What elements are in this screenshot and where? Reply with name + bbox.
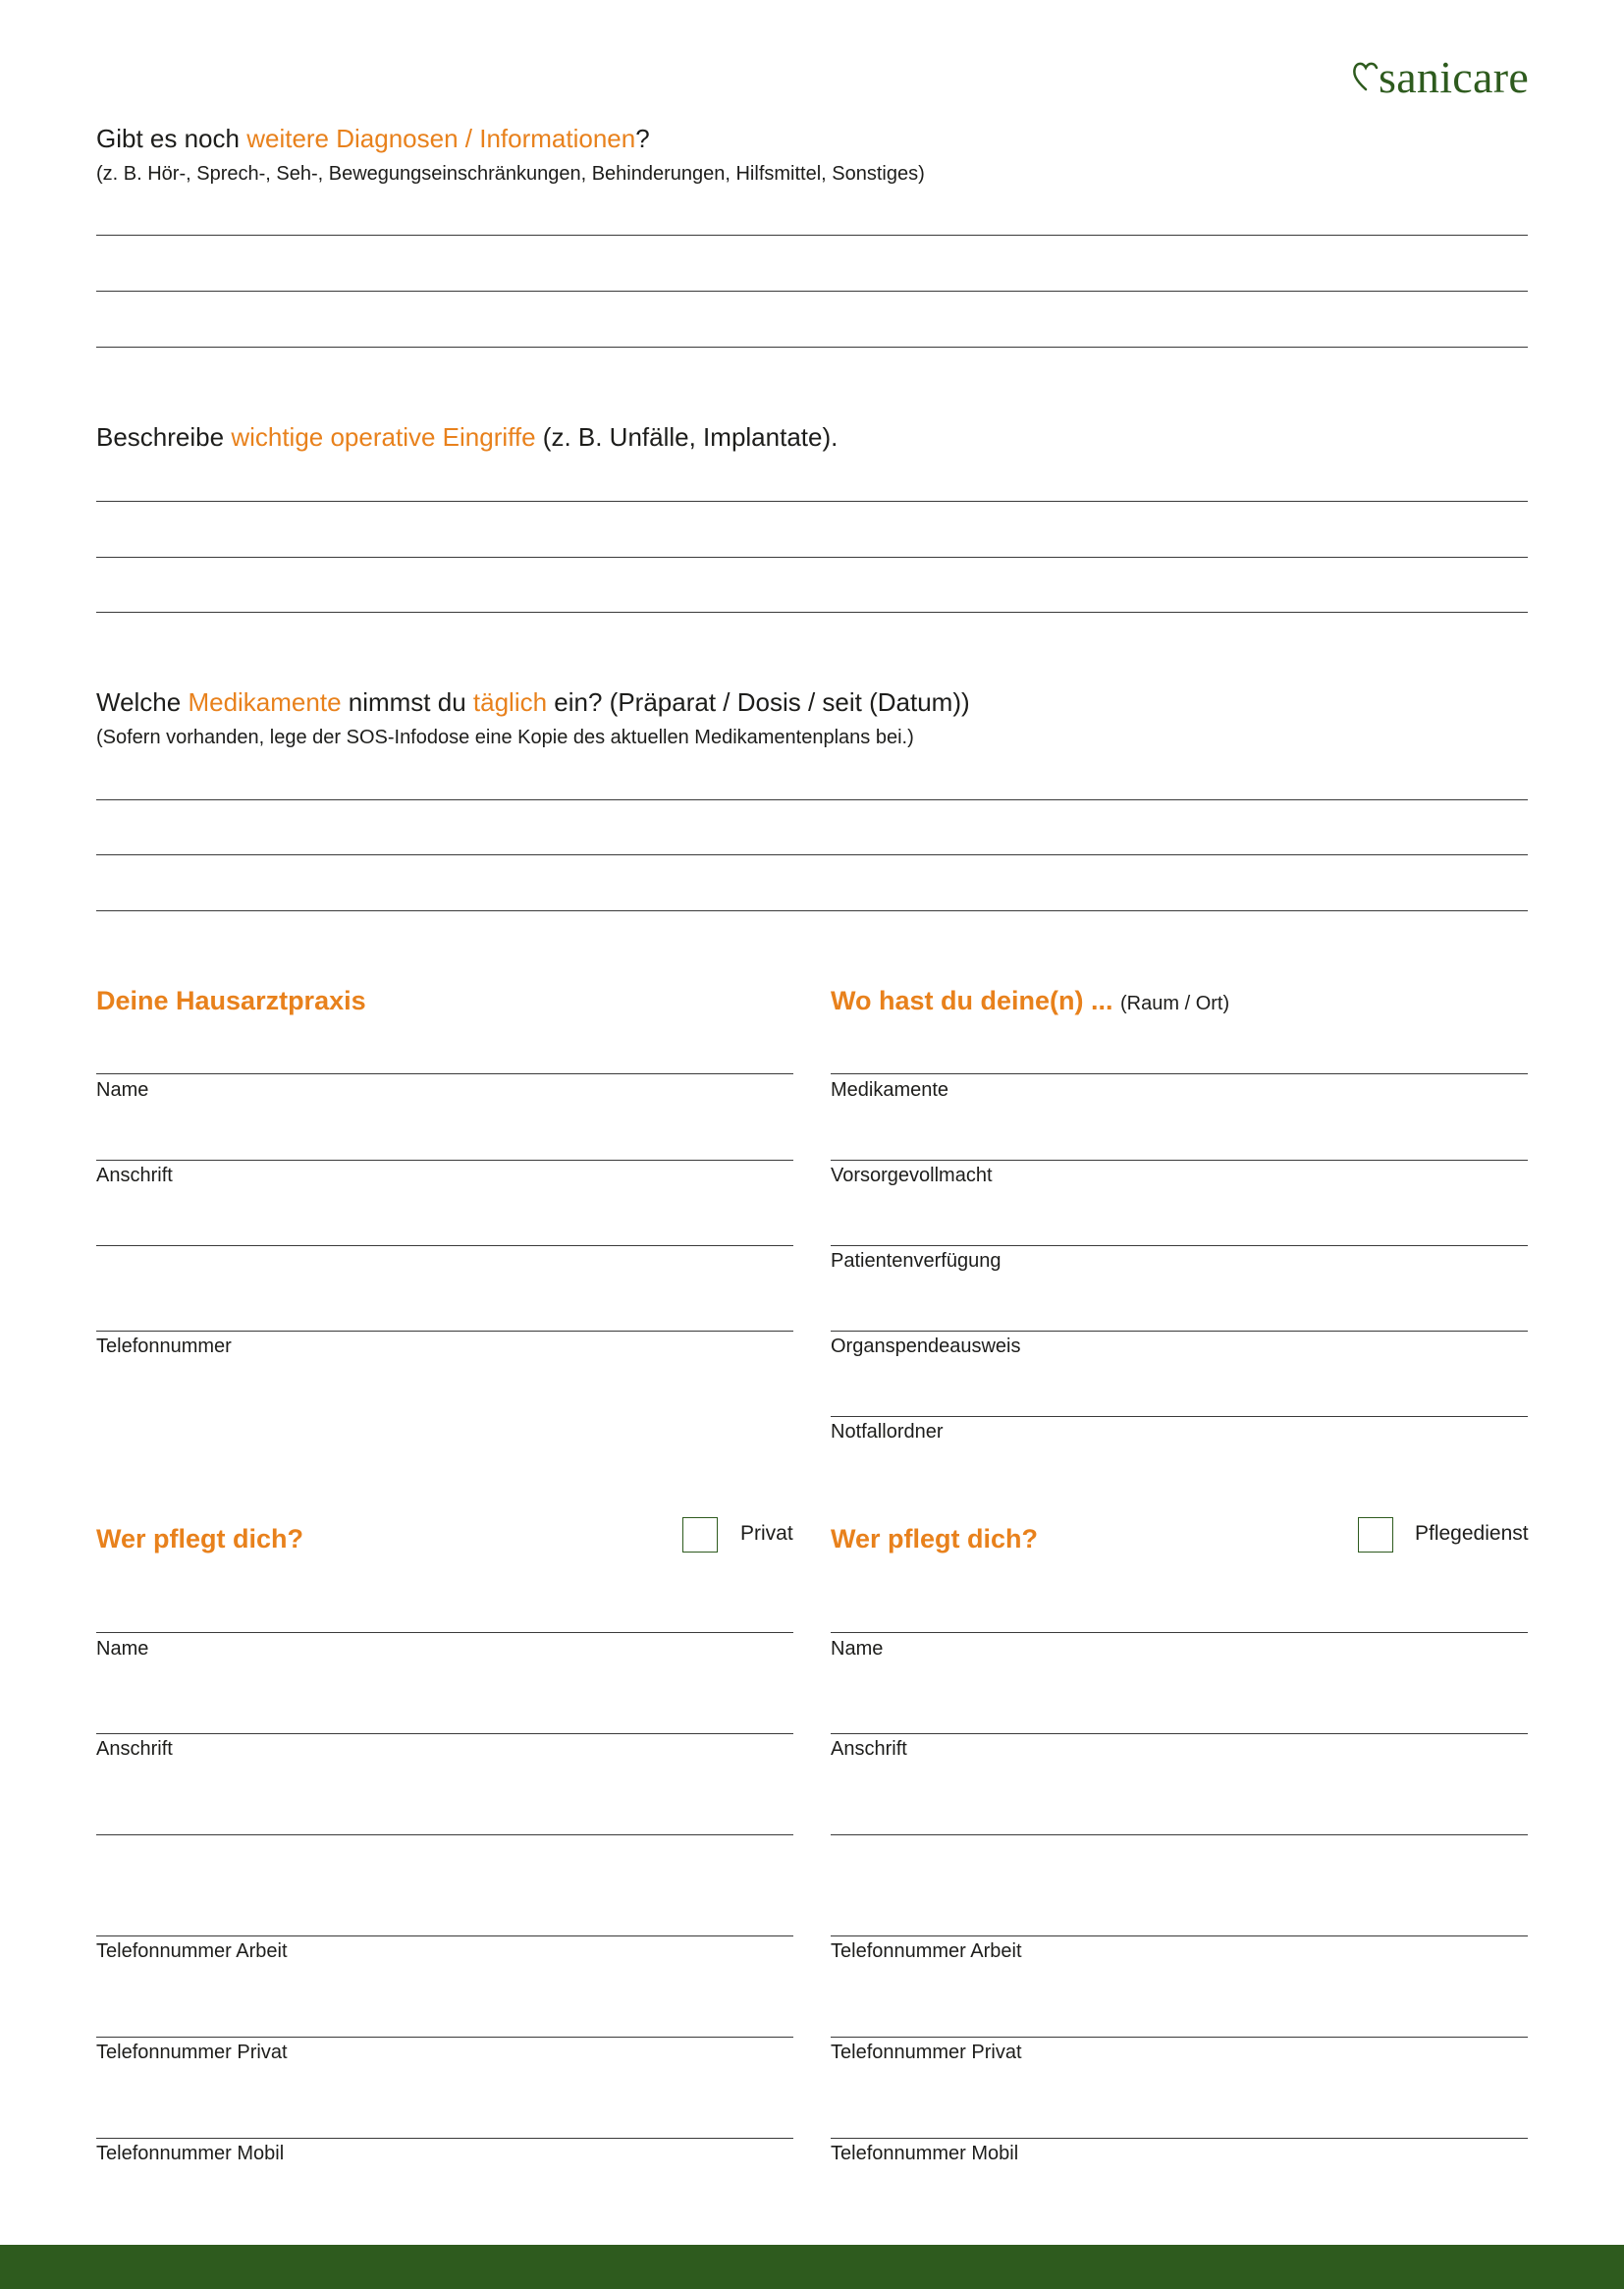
answer-line[interactable] — [96, 854, 1528, 855]
privat-tel-arbeit-line[interactable] — [96, 1935, 793, 1936]
answer-line[interactable] — [96, 501, 1528, 502]
ort-notfallordner-label: Notfallordner — [831, 1421, 944, 1443]
privat-tel-mobil-line[interactable] — [96, 2138, 793, 2139]
pflegedienst-checkbox[interactable] — [1358, 1517, 1393, 1553]
dienst-tel-privat-line[interactable] — [831, 2037, 1528, 2038]
pflegedienst-checkbox-label: Pflegedienst — [1415, 1522, 1529, 1545]
privat-checkbox-label: Privat — [740, 1522, 793, 1545]
dienst-anschrift-line[interactable] — [831, 1733, 1528, 1734]
ort-verfuegung-line[interactable] — [831, 1245, 1528, 1246]
heart-icon — [1351, 60, 1380, 93]
ort-organspende-label: Organspendeausweis — [831, 1335, 1021, 1357]
question-eingriffe: Beschreibe wichtige operative Eingriffe (z. B. Unfälle, Implantate). — [96, 422, 839, 452]
ort-verfuegung-label: Patientenverfügung — [831, 1250, 1001, 1272]
privat-anschrift-label: Anschrift — [96, 1738, 173, 1760]
dienst-anschrift-line-2[interactable] — [831, 1834, 1528, 1835]
privat-name-line[interactable] — [96, 1632, 793, 1633]
question-medikamente-hint: (Sofern vorhanden, lege der SOS-Infodose eine Kopie des aktuellen Medikamentenplans bei.) — [96, 727, 914, 748]
privat-anschrift-line-2[interactable] — [96, 1834, 793, 1835]
answer-line[interactable] — [96, 910, 1528, 911]
question-medikamente: Welche Medikamente nimmst du täglich ein? (Präparat / Dosis / seit (Datum)) — [96, 687, 970, 717]
dienst-tel-privat-label: Telefonnummer Privat — [831, 2042, 1022, 2063]
question-diagnosen: Gibt es noch weitere Diagnosen / Informationen? — [96, 124, 650, 153]
dienst-anschrift-label: Anschrift — [831, 1738, 907, 1760]
privat-anschrift-line[interactable] — [96, 1733, 793, 1734]
answer-line[interactable] — [96, 235, 1528, 236]
dienst-name-label: Name — [831, 1638, 884, 1660]
question-diagnosen-hint: (z. B. Hör-, Sprech-, Seh-, Bewegungseinschränkungen, Behinderungen, Hilfsmittel, Sonstiges) — [96, 163, 925, 185]
hausarzt-anschrift-line[interactable] — [96, 1160, 793, 1161]
hausarzt-heading: Deine Hausarztpraxis — [96, 986, 366, 1015]
privat-tel-arbeit-label: Telefonnummer Arbeit — [96, 1940, 288, 1962]
dienst-tel-mobil-line[interactable] — [831, 2138, 1528, 2139]
orte-note: (Raum / Ort) — [1120, 993, 1230, 1014]
ort-vollmacht-label: Vorsorgevollmacht — [831, 1165, 993, 1186]
logo-text: sanicare — [1379, 52, 1530, 102]
hausarzt-name-label: Name — [96, 1079, 149, 1101]
ort-medikamente-line[interactable] — [831, 1073, 1528, 1074]
hausarzt-anschrift-line-2[interactable] — [96, 1245, 793, 1246]
privat-tel-mobil-label: Telefonnummer Mobil — [96, 2143, 285, 2164]
answer-line[interactable] — [96, 291, 1528, 292]
privat-tel-privat-label: Telefonnummer Privat — [96, 2042, 288, 2063]
footer-bar — [0, 2245, 1624, 2289]
ort-vollmacht-line[interactable] — [831, 1160, 1528, 1161]
answer-line[interactable] — [96, 557, 1528, 558]
orte-heading: Wo hast du deine(n) ... (Raum / Ort) — [831, 986, 1230, 1015]
dienst-name-line[interactable] — [831, 1632, 1528, 1633]
ort-organspende-line[interactable] — [831, 1331, 1528, 1332]
sanicare-logo — [1351, 51, 1529, 103]
hausarzt-anschrift-label: Anschrift — [96, 1165, 173, 1186]
privat-name-label: Name — [96, 1638, 149, 1660]
answer-line[interactable] — [96, 612, 1528, 613]
hausarzt-telefon-line[interactable] — [96, 1331, 793, 1332]
hausarzt-telefon-label: Telefonnummer — [96, 1335, 232, 1357]
privat-checkbox[interactable] — [682, 1517, 718, 1553]
ort-medikamente-label: Medikamente — [831, 1079, 949, 1101]
privat-tel-privat-line[interactable] — [96, 2037, 793, 2038]
dienst-tel-arbeit-line[interactable] — [831, 1935, 1528, 1936]
answer-line[interactable] — [96, 799, 1528, 800]
ort-notfallordner-line[interactable] — [831, 1416, 1528, 1417]
answer-line[interactable] — [96, 347, 1528, 348]
dienst-tel-arbeit-label: Telefonnummer Arbeit — [831, 1940, 1022, 1962]
dienst-tel-mobil-label: Telefonnummer Mobil — [831, 2143, 1019, 2164]
pflege-dienst-heading: Wer pflegt dich? — [831, 1524, 1039, 1553]
pflege-privat-heading: Wer pflegt dich? — [96, 1524, 304, 1553]
hausarzt-name-line[interactable] — [96, 1073, 793, 1074]
